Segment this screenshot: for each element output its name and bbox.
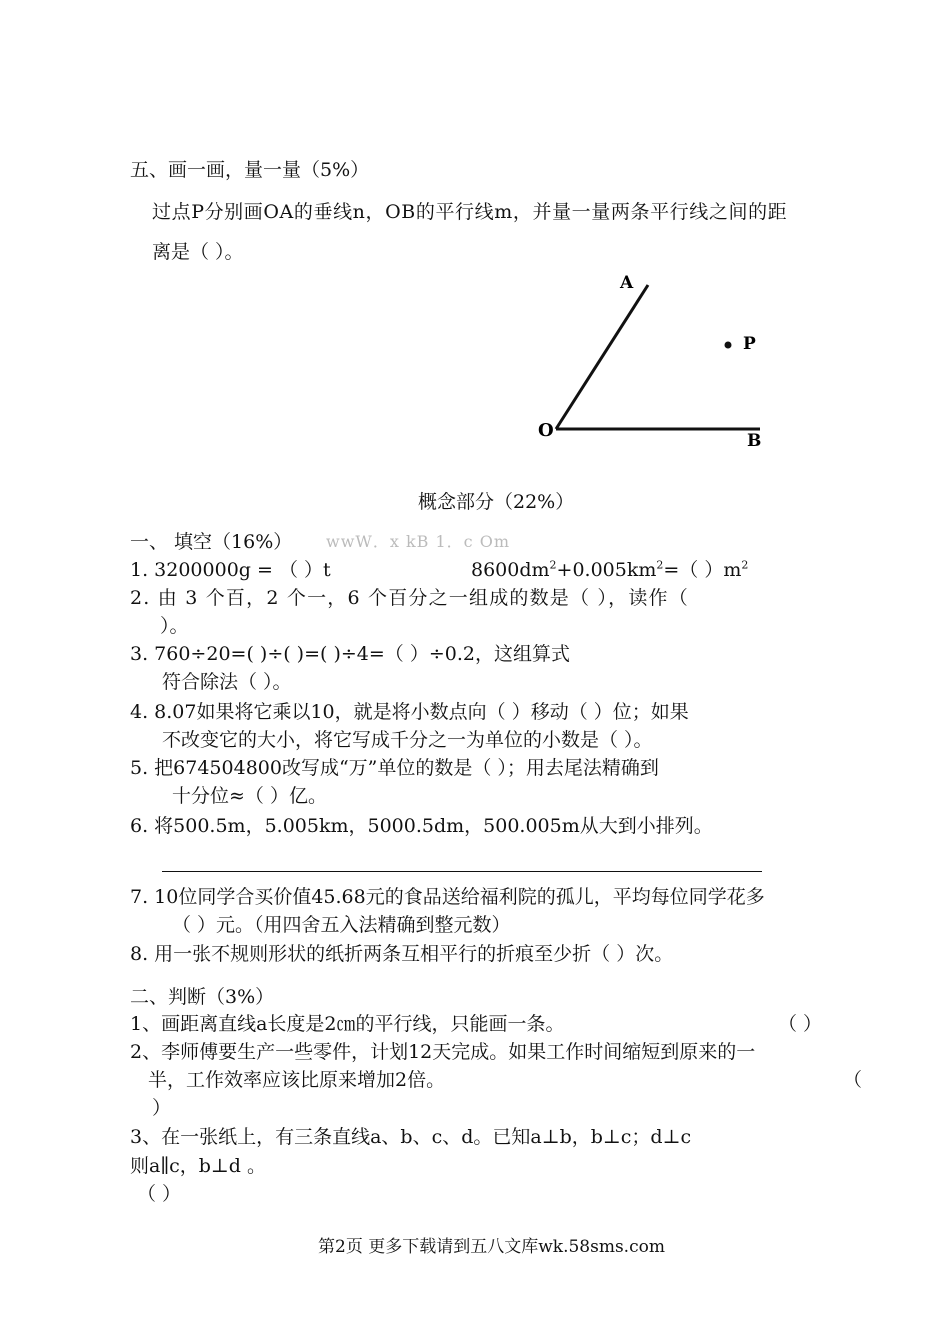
q1-term: +0.005km xyxy=(556,559,657,581)
question-5a: 5. 把674504800改写成“万”单位的数是（ ）；用去尾法精确到 xyxy=(130,757,659,779)
label-a: A xyxy=(620,273,634,293)
ray-oa xyxy=(556,285,648,429)
label-o: O xyxy=(538,420,554,441)
question-8: 8. 用一张不规则形状的纸折两条互相平行的折痕至少折（ ）次。 xyxy=(130,943,674,965)
judge-question-2a: 2、李师傅要生产一些零件，计划12天完成。如果工作时间缩短到原来的一 xyxy=(130,1041,756,1063)
question-6: 6. 将500.5m，5.005km，5000.5dm，500.005m从大到小排列。 xyxy=(130,815,713,837)
q1-term: 8600dm xyxy=(471,559,550,581)
angle-figure xyxy=(520,265,790,455)
answer-parentheses: （ ） xyxy=(778,1013,823,1035)
answer-parentheses: （ ） xyxy=(137,1183,182,1205)
label-p: P xyxy=(743,334,756,354)
superscript: 2 xyxy=(549,558,557,572)
question-3b: 符合除法（ ）。 xyxy=(162,671,292,693)
question-2b: ）。 xyxy=(160,615,189,637)
judge-question-3b: 则a∥c，b⊥d 。 xyxy=(130,1155,266,1177)
question-1a: 1. 3200000g = （ ）t xyxy=(130,559,331,581)
question-text: 离是（ ）。 xyxy=(152,241,244,263)
question-2a: 2. 由 3 个百，2 个一，6 个百分之一组成的数是（ ），读作（ xyxy=(130,587,689,609)
answer-paren-close: ） xyxy=(152,1097,172,1119)
point-p xyxy=(725,342,732,349)
watermark: wwW．x kB 1．c Om xyxy=(326,532,511,551)
question-5b: 十分位≈（ ）亿。 xyxy=(172,785,327,807)
part-title: 概念部分（22%） xyxy=(418,491,575,513)
q1-term: =（ ）m xyxy=(663,559,742,581)
judge-question-1: 1、画距离直线a长度是2㎝的平行线，只能画一条。 xyxy=(130,1013,565,1035)
judge-question-3a: 3、在一张纸上，有三条直线a、b、c、d。已知a⊥b，b⊥c；d⊥c xyxy=(130,1126,692,1148)
superscript: 2 xyxy=(656,558,664,572)
question-4a: 4. 8.07如果将它乘以10，就是将小数点向（ ）移动（ ）位；如果 xyxy=(130,701,689,723)
answer-line xyxy=(162,871,762,872)
label-b: B xyxy=(747,431,762,451)
superscript: 2 xyxy=(741,558,749,572)
question-4b: 不改变它的大小，将它写成千分之一为单位的小数是（ ）。 xyxy=(162,729,653,751)
question-3a: 3. 760÷20=( )÷( )=( )÷4=（ ）÷0.2，这组算式 xyxy=(130,643,570,665)
section-heading: 一、 填空（16%） xyxy=(130,531,293,553)
section-heading: 五、画一画，量一量（5%） xyxy=(130,159,370,181)
question-text: 过点P分别画OA的垂线n，OB的平行线m，并量一量两条平行线之间的距 xyxy=(152,201,788,223)
question-7b: （ ）元。（用四舍五入法精确到整元数） xyxy=(172,914,511,936)
section-heading: 二、判断（3%） xyxy=(130,986,275,1008)
page-footer: 第2页 更多下载请到五八文库wk.58sms.com xyxy=(318,1237,665,1257)
question-1b xyxy=(471,555,748,582)
answer-paren-open: （ xyxy=(843,1069,863,1091)
question-7a: 7. 10位同学合买价值45.68元的食品送给福利院的孤儿，平均每位同学花多 xyxy=(130,886,765,908)
judge-question-2b: 半，工作效率应该比原来增加2倍。 xyxy=(148,1069,446,1091)
